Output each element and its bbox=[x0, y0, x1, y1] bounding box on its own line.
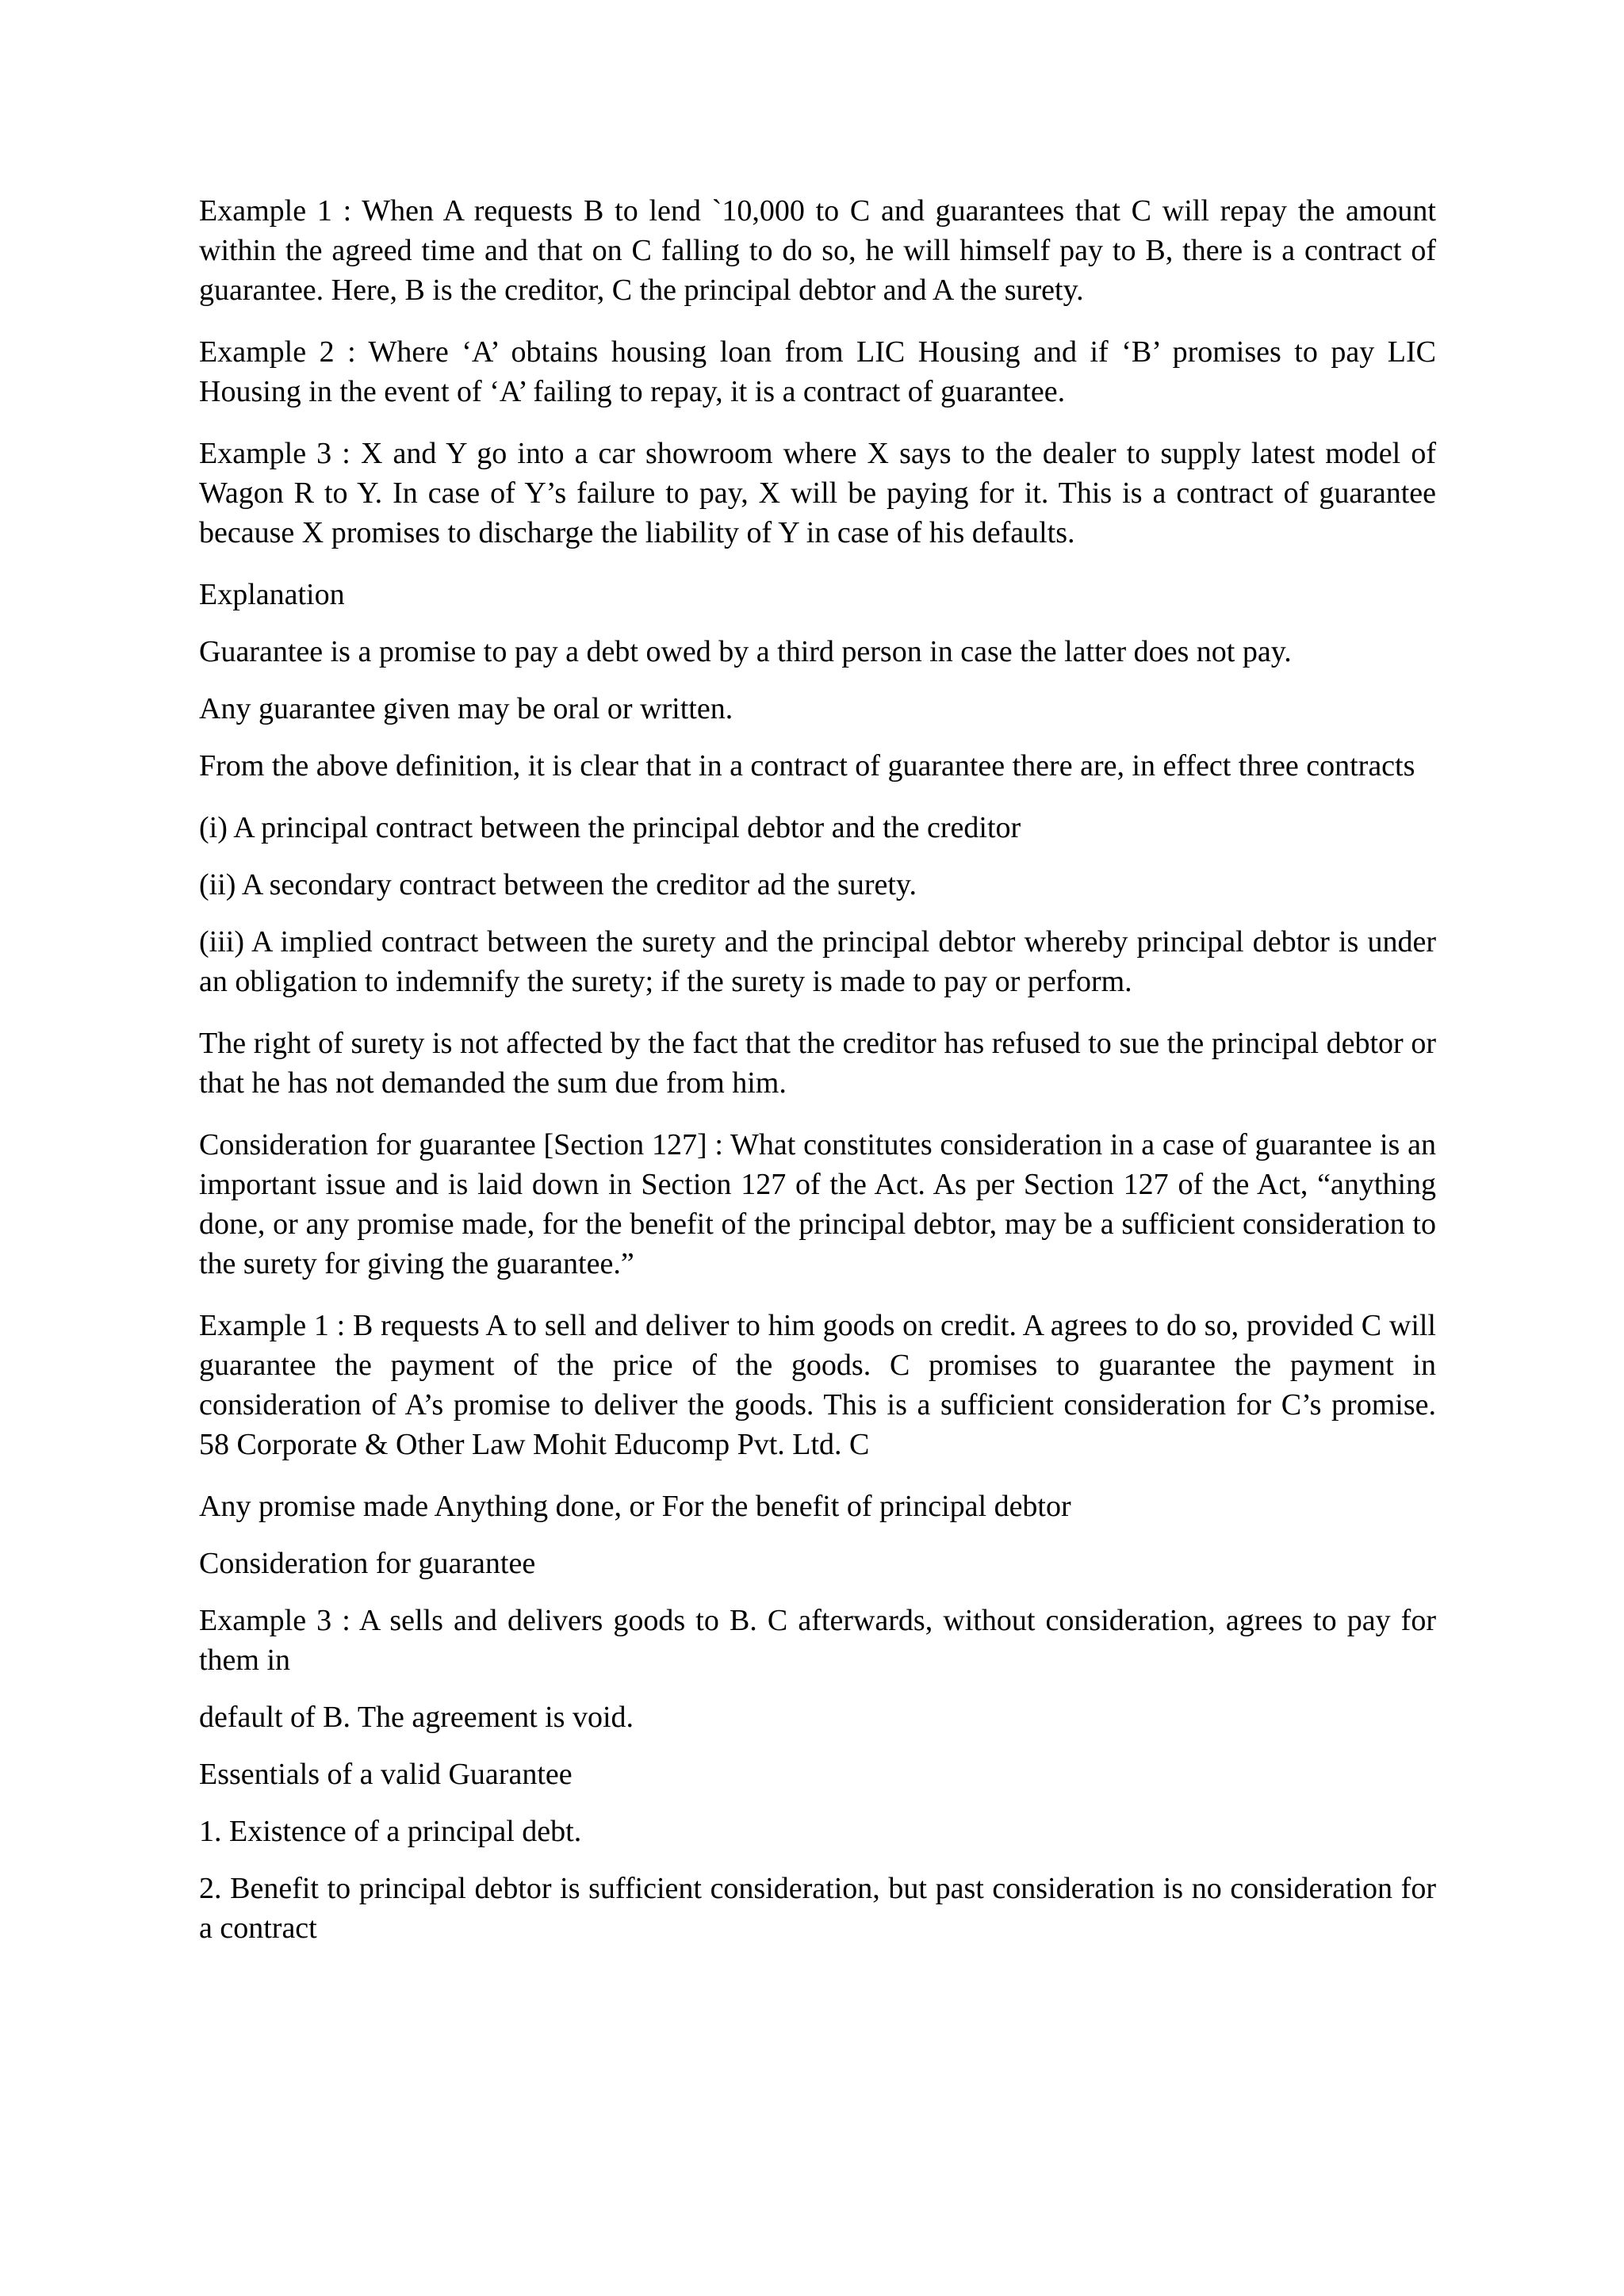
paragraph-three-contracts: From the above definition, it is clear that in a contract of guarantee there are, in effect three contracts bbox=[199, 749, 1415, 783]
paragraph-right-of-surety: The right of surety is not affected by the fact that the creditor has refused to sue the principal debtor or that he has not demanded the sum due from him. bbox=[199, 1027, 1436, 1100]
heading-consideration-for-guarantee: Consideration for guarantee bbox=[199, 1547, 536, 1580]
heading-explanation: Explanation bbox=[199, 578, 345, 611]
paragraph-guarantee-definition: Guarantee is a promise to pay a debt owed by a third person in case the latter does not pay. bbox=[199, 635, 1292, 668]
paragraph-example-3-car-showroom: Example 3 : X and Y go into a car showroom where X says to the dealer to supply latest model of Wagon R to Y. In case of Y’s failure to pay, X will be paying for it. This is a contract of guarantee because X promises to discharge the liability of Y in case of his defaults. bbox=[199, 437, 1436, 549]
paragraph-example-1-lend: Example 1 : When A requests B to lend `10,000 to C and guarantees that C will repay the amount within the agreed time and that on C falling to do so, he will himself pay to B, there is a contract of guarantee. Here, B is the creditor, C the principal debtor and A the surety. bbox=[199, 194, 1436, 307]
paragraph-any-promise-made: Any promise made Anything done, or For the benefit of principal debtor bbox=[199, 1490, 1071, 1523]
list-item-implied-contract: (iii) A implied contract between the surety and the principal debtor whereby principal debtor is under an obligation to indemnify the surety; if the surety is made to pay or perform. bbox=[199, 925, 1436, 998]
paragraph-oral-or-written: Any guarantee given may be oral or written. bbox=[199, 692, 733, 725]
paragraph-example-2-housing-loan: Example 2 : Where ‘A’ obtains housing loan from LIC Housing and if ‘B’ promises to pay LIC Housing in the event of ‘A’ failing to repay, it is a contract of guarantee. bbox=[199, 335, 1436, 408]
paragraph-consideration-section-127: Consideration for guarantee [Section 127] : What constitutes consideration in a case of guarantee is an important issue and is laid down in Section 127 of the Act. As per Section 127 of the Act, “anything done, or any promise made, for the benefit of the principal debtor, may be a sufficient consideration to the surety for giving the guarantee.” bbox=[199, 1128, 1436, 1280]
list-item-benefit-principal-debtor: 2. Benefit to principal debtor is sufficient consideration, but past consideration is no consideration for a contract bbox=[199, 1872, 1436, 1945]
paragraph-example-1-goods-on-credit: Example 1 : B requests A to sell and deliver to him goods on credit. A agrees to do so, provided C will guarantee the payment of the price of the goods. C promises to guarantee the payment in consideration of A’s promise to deliver the goods. This is a sufficient consideration for C’s promise. 58 Corporate & Other Law Mohit Educomp Pvt. Ltd. C bbox=[199, 1309, 1436, 1461]
paragraph-example-3-sells-goods: Example 3 : A sells and delivers goods to B. C afterwards, without consideration, agrees to pay for them in bbox=[199, 1604, 1436, 1677]
list-item-secondary-contract: (ii) A secondary contract between the creditor ad the surety. bbox=[199, 868, 917, 901]
document-body bbox=[199, 191, 1436, 1970]
heading-essentials-valid-guarantee: Essentials of a valid Guarantee bbox=[199, 1758, 573, 1791]
list-item-existence-principal-debt: 1. Existence of a principal debt. bbox=[199, 1815, 582, 1848]
list-item-principal-contract: (i) A principal contract between the principal debtor and the creditor bbox=[199, 811, 1021, 844]
paragraph-agreement-void: default of B. The agreement is void. bbox=[199, 1701, 634, 1734]
